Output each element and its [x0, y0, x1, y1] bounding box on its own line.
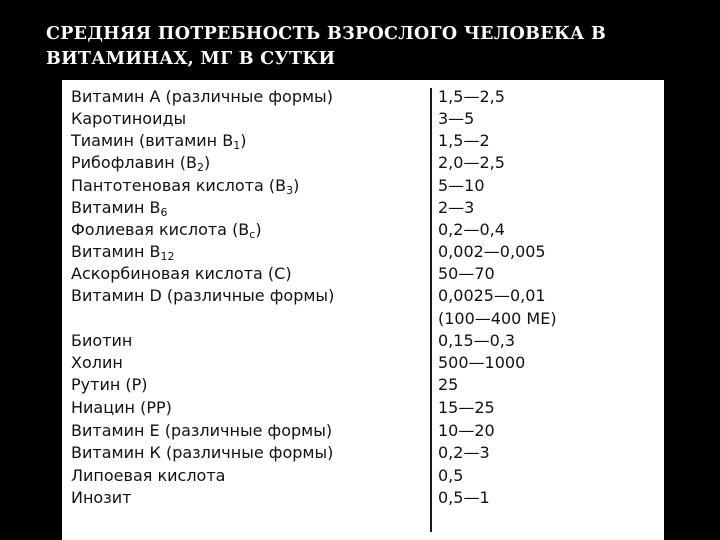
vitamin-name-text: Ниацин (РР) [71, 398, 172, 417]
vitamin-name [71, 330, 132, 352]
table-row [62, 108, 664, 130]
table-row [62, 263, 664, 285]
daily-amount: 10—20 [438, 421, 495, 440]
vitamin-name-text: Витамин D (различные формы) [71, 286, 335, 305]
slide-title: СРЕДНЯЯ ПОТРЕБНОСТЬ ВЗРОСЛОГО ЧЕЛОВЕКА В ВИТАМИНАХ, МГ В СУТКИ [46, 24, 607, 69]
vitamin-subscript: 2 [197, 161, 205, 174]
vitamin-name [71, 487, 131, 509]
vitamin-name-text: Холин [71, 353, 123, 372]
table-row [62, 130, 664, 152]
table-row [62, 175, 664, 197]
table-row [62, 442, 664, 464]
daily-amount: 500—1000 [438, 353, 526, 372]
vitamin-name-tail: ) [204, 153, 211, 172]
vitamin-name-text: Каротиноиды [71, 109, 187, 128]
daily-amount: 0,5—1 [438, 488, 490, 507]
vitamin-subscript: 6 [160, 206, 168, 219]
vitamin-name [71, 86, 333, 108]
vitamin-name-text: Рибофлавин (В [71, 153, 198, 172]
vitamin-name [71, 175, 299, 197]
table-row [62, 285, 664, 307]
vitamin-name-text: Фолиевая кислота (В [71, 220, 250, 239]
vitamin-name-text: Витамин А (различные формы) [71, 87, 333, 106]
vitamin-name-text: Инозит [71, 488, 132, 507]
table-row [62, 397, 664, 419]
vitamin-name [71, 397, 172, 419]
daily-amount: 0,0025—0,01 [438, 286, 546, 305]
vitamin-name [71, 465, 225, 487]
daily-amount: 2,0—2,5 [438, 153, 505, 172]
vitamin-name-text: Витамин В [71, 242, 161, 261]
table-row [62, 308, 664, 330]
vitamin-name-text: Витамин К (различные формы) [71, 443, 334, 462]
vitamin-name-tail: ) [293, 176, 300, 195]
vitamin-name-tail: ) [240, 131, 247, 150]
vitamin-table [62, 80, 664, 540]
vitamin-name [71, 219, 262, 241]
vitamin-name-text: Липоевая кислота [71, 466, 226, 485]
vitamin-name [71, 352, 123, 374]
vitamin-subscript: c [249, 228, 256, 241]
vitamin-name [71, 197, 168, 219]
vitamin-name-text: Пантотеновая кислота (В [71, 176, 287, 195]
vitamin-name-text: Витамин Е (различные формы) [71, 421, 333, 440]
vitamin-name [71, 285, 334, 307]
vitamin-subscript: 12 [160, 250, 175, 263]
daily-amount: 0,2—0,4 [438, 220, 505, 239]
vitamin-name [71, 442, 333, 464]
vitamin-name [71, 263, 292, 285]
vitamin-subscript: 1 [233, 139, 241, 152]
vitamin-subscript: 3 [286, 184, 294, 197]
daily-amount: 0,5 [438, 466, 464, 485]
vitamin-name [71, 108, 186, 130]
vitamin-name [71, 241, 175, 263]
vitamin-name-text: Тиамин (витамин В [71, 131, 234, 150]
daily-amount: 2—3 [438, 198, 475, 217]
daily-amount: 1,5—2 [438, 131, 490, 150]
daily-amount: 50—70 [438, 264, 495, 283]
daily-amount: 15—25 [438, 398, 495, 417]
vitamin-name-text: Рутин (Р) [71, 375, 148, 394]
vitamin-name [71, 130, 246, 152]
vitamin-name [71, 420, 332, 442]
table-row [62, 487, 664, 509]
table-row [62, 330, 664, 352]
daily-amount: (100—400 МЕ) [438, 309, 557, 328]
table-row [62, 465, 664, 487]
daily-amount: 1,5—2,5 [438, 87, 505, 106]
table-row [62, 420, 664, 442]
table-row [62, 241, 664, 263]
table-row [62, 197, 664, 219]
daily-amount: 25 [438, 375, 459, 394]
table-row [62, 152, 664, 174]
table-row [62, 352, 664, 374]
daily-amount: 3—5 [438, 109, 475, 128]
daily-amount: 0,002—0,005 [438, 242, 546, 261]
table-row [62, 374, 664, 396]
table-row [62, 86, 664, 108]
table-row [62, 219, 664, 241]
vitamin-name [71, 374, 148, 396]
vitamin-name [71, 152, 210, 174]
vitamin-name-text: Биотин [71, 331, 133, 350]
daily-amount: 0,15—0,3 [438, 331, 516, 350]
vitamin-name-text: Витамин В [71, 198, 161, 217]
vitamin-name-text: Аскорбиновая кислота (С) [71, 264, 292, 283]
daily-amount: 0,2—3 [438, 443, 490, 462]
vitamin-name-tail: ) [255, 220, 262, 239]
daily-amount: 5—10 [438, 176, 485, 195]
